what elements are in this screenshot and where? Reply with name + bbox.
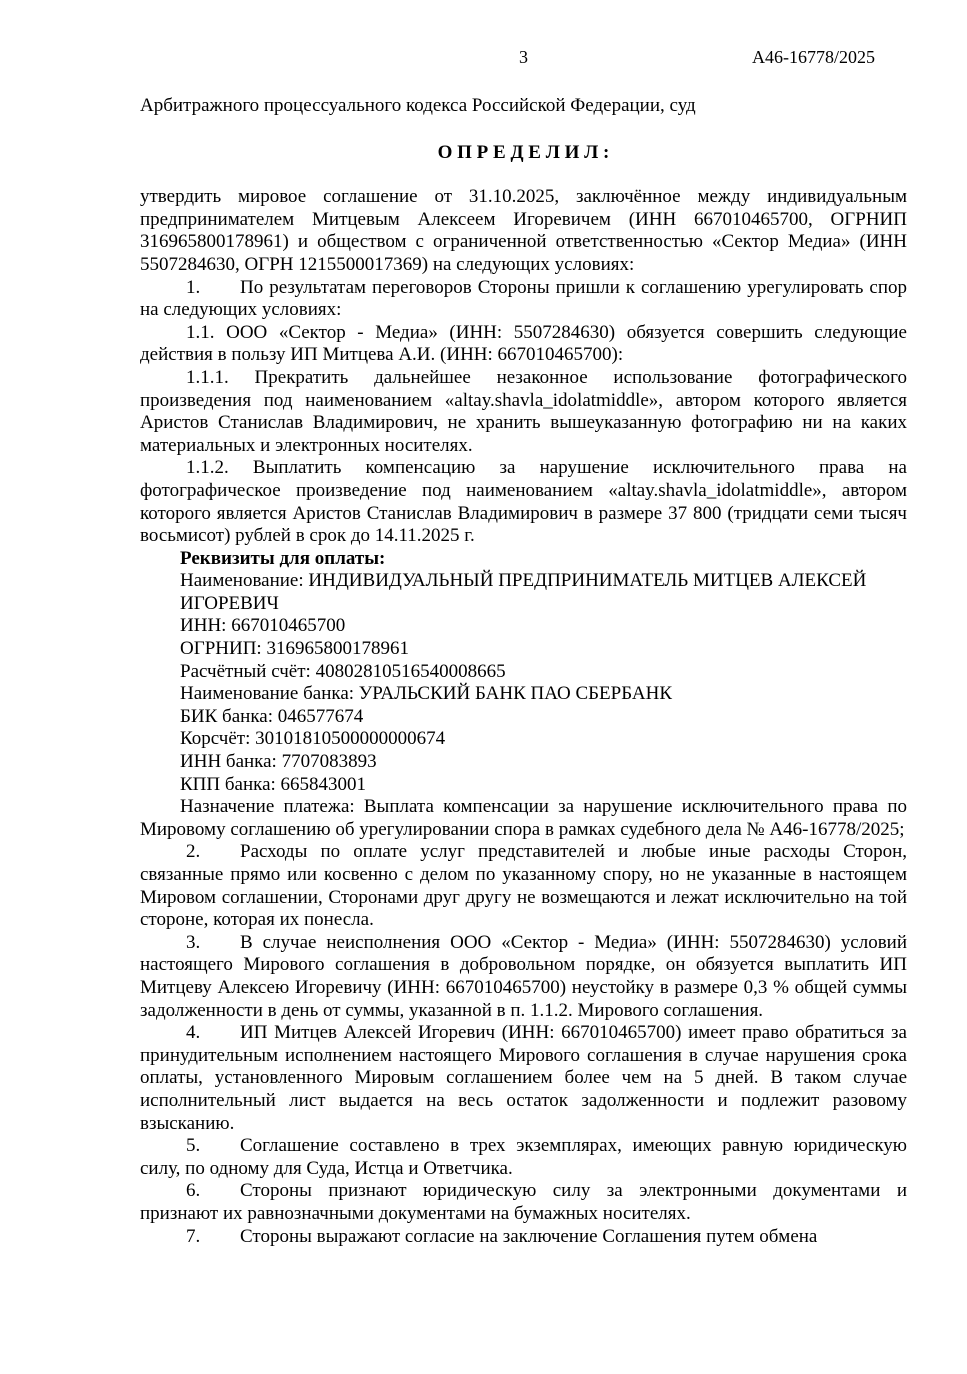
item-number: 5. xyxy=(186,1135,201,1157)
approval-paragraph: утвердить мировое соглашение от 31.10.2025, заключённое между индивидуальным предпринимателем Митцевым Алексеем Игоревичем (ИНН 667010465700, ОГРНИП 316965800178961) и обществом с ограниченной ответственностью «Сектор Медиа» (ИНН 5507284630, ОГРН 1215500017369) на следующих условиях: xyxy=(140,186,907,275)
item-number: 3. xyxy=(186,931,201,953)
item-text: По результатам переговоров Стороны пришли к соглашению урегулировать спор на следующих условиях: xyxy=(140,276,907,321)
requisite-line-bank-kpp: КПП банка: 665843001 xyxy=(180,773,367,795)
item-number: 7. xyxy=(186,1225,201,1247)
settlement-item-1-1: 1.1. ООО «Сектор - Медиа» (ИНН: 5507284630) обязуется совершить следующие действия в пользу ИП Митцева А.И. (ИНН: 667010465700): xyxy=(140,321,907,366)
case-number: А46-16778/2025 xyxy=(752,47,875,67)
item-text: Расходы по оплате услуг представителей и любые иные расходы Сторон, связанные прямо или косвенно с делом по указанному спору, но не указанные в настоящем Мировом соглашении, Сторонами друг другу не возмещаются и лежат исключительно на той стороне, которая их понесла. xyxy=(140,841,907,931)
settlement-item-7 xyxy=(140,1226,907,1249)
intro-line: Арбитражного процессуального кодекса Российской Федерации, суд xyxy=(140,95,696,116)
settlement-item-1-1-2: 1.1.2. Выплатить компенсацию за нарушение исключительного права на фотографическое произведение под наименованием «altay.shavla_idolatmiddle», автором которого является Аристов Станислав Владимирович в размере 37 800 (тридцати семи тысяч восьмисот) рублей в срок до 14.11.2025 г. xyxy=(140,457,907,547)
requisites-heading: Реквизиты для оплаты: xyxy=(180,547,386,569)
settlement-item-5 xyxy=(140,1135,907,1180)
requisite-line-bank-inn: ИНН банка: 7707083893 xyxy=(180,751,377,773)
settlement-item-2 xyxy=(140,841,907,931)
requisite-line-account: Расчётный счёт: 40802810516540008665 xyxy=(180,660,506,682)
requisite-line-bik: БИК банка: 046577674 xyxy=(180,705,364,727)
item-text: ИП Митцев Алексей Игоревич (ИНН: 667010465700) имеет право обратиться за принудительным исполнением настоящего Мирового соглашения в случае нарушения срока оплаты, установленного Мировым соглашением более чем на 5 дней. В таком случае исполнительный лист выдается на весь остаток задолженности и подлежит разовому взысканию. xyxy=(140,1022,907,1134)
item-number: 6. xyxy=(186,1180,201,1202)
settlement-item-1-1-1: 1.1.1. Прекратить дальнейшее незаконное использование фотографического произведения под наименованием «altay.shavla_idolatmiddle», автором которого является Аристов Станислав Владимирович, не хранить вышеуказанную фотографию ни на каких материальных и электронных носителях. xyxy=(140,366,907,456)
requisite-line-corr-account: Корсчёт: 30101810500000000674 xyxy=(180,728,446,750)
item-number: 2. xyxy=(186,841,201,863)
page-header xyxy=(140,46,907,69)
settlement-item-4 xyxy=(140,1022,907,1135)
settlement-item-3 xyxy=(140,932,907,1022)
page-number: 3 xyxy=(519,47,528,67)
payment-requisites xyxy=(180,548,907,797)
requisite-line-ogrnip: ОГРНИП: 316965800178961 xyxy=(180,638,409,660)
requisite-line-inn: ИНН: 667010465700 xyxy=(180,615,346,637)
ruling-heading: О П Р Е Д Е Л И Л : xyxy=(437,141,610,163)
requisite-line-name: Наименование: ИНДИВИДУАЛЬНЫЙ ПРЕДПРИНИМАТЕЛЬ МИТЦЕВ АЛЕКСЕЙ ИГОРЕВИЧ xyxy=(180,570,867,614)
item-number: 1. xyxy=(186,276,201,298)
requisite-line-bank-name: Наименование банка: УРАЛЬСКИЙ БАНК ПАО СБЕРБАНК xyxy=(180,683,672,705)
item-text: Соглашение составлено в трех экземплярах, имеющих равную юридическую силу, по одному для Суда, Истца и Ответчика. xyxy=(140,1135,907,1179)
payment-purpose: Назначение платежа: Выплата компенсации за нарушение исключительного права по Мировому соглашению об урегулировании спора в рамках судебного дела № А46-16778/2025; xyxy=(140,796,907,840)
settlement-item-1 xyxy=(140,277,907,322)
settlement-item-6 xyxy=(140,1180,907,1225)
item-text: Стороны выражают согласие на заключение Соглашения путем обмена xyxy=(240,1225,818,1247)
item-text: Стороны признают юридическую силу за электронными документами и признают их равнозначными документами на бумажных носителях. xyxy=(140,1180,907,1224)
item-number: 4. xyxy=(186,1022,201,1044)
item-text: В случае неисполнения ООО «Сектор - Медиа» (ИНН: 5507284630) условий настоящего Мирового соглашения в добровольном порядке, он обязуется выплатить ИП Митцеву Алексею Игоревичу (ИНН: 667010465700) неустойку в размере 0,3 % общей суммы задолженности в день от суммы, указанной в п. 1.1.2. Мирового соглашения. xyxy=(140,931,907,1021)
